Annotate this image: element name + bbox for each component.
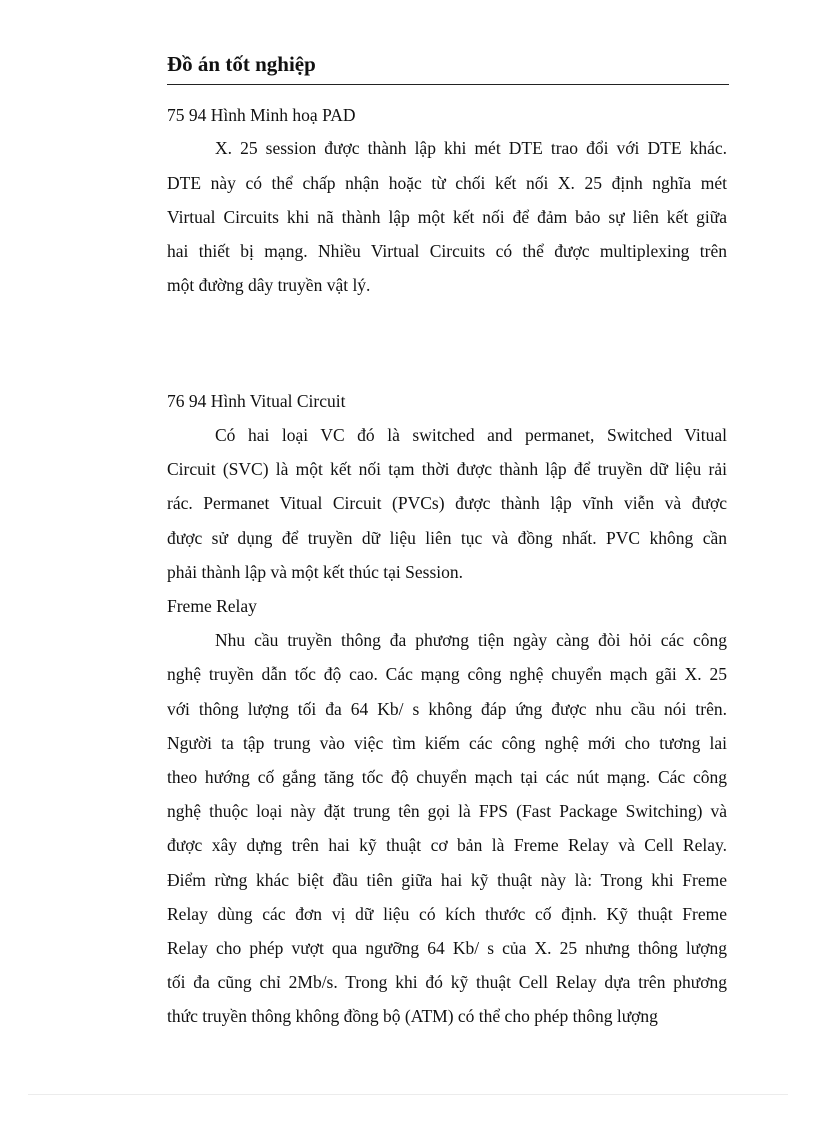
- paragraph-line: nghệ thuộc loại này đặt trung tên gọi là FPS (Fast Package Switching) và: [167, 801, 727, 821]
- paragraph-line: rác. Permanet Vitual Circuit (PVCs) được thành lập vĩnh viễn và được: [167, 493, 727, 513]
- paragraph-line: Circuit (SVC) là một kết nối tạm thời được thành lập để truyền dữ liệu rải: [167, 459, 727, 479]
- paragraph-line: nghệ truyền dẫn tốc độ cao. Các mạng công nghệ chuyển mạch gãi X. 25: [167, 664, 727, 684]
- paragraph-line: Relay cho phép vượt qua ngưỡng 64 Kb/ s của X. 25 nhưng thông lượng: [167, 938, 727, 958]
- paragraph-line: được sử dụng để truyền dữ liệu liên tục và đồng nhất. PVC không cần: [167, 528, 727, 548]
- page-header: [167, 50, 729, 85]
- figure-caption-vc: 76 94 Hình Vitual Circuit: [167, 391, 346, 411]
- paragraph-line: Nhu cầu truyền thông đa phương tiện ngày càng đòi hỏi các công: [215, 630, 727, 650]
- paragraph-line: DTE này có thể chấp nhận hoặc từ chối kết nối X. 25 định nghĩa mét: [167, 173, 727, 193]
- paragraph-line: hai thiết bị mạng. Nhiều Virtual Circuits có thể được multiplexing trên: [167, 241, 727, 261]
- paragraph-line: Có hai loại VC đó là switched and permanet, Switched Vitual: [215, 425, 727, 445]
- paragraph-line: một đường dây truyền vật lý.: [167, 275, 371, 295]
- page-bottom-divider: [28, 1094, 788, 1095]
- paragraph-line: theo hướng cố gắng tăng tốc độ chuyển mạch tại các nút mạng. Các công: [167, 767, 727, 787]
- paragraph-line: được xây dựng trên hai kỹ thuật cơ bản là Freme Relay và Cell Relay.: [167, 835, 727, 855]
- paragraph-line: với thông lượng tối đa 64 Kb/ s không đáp ứng được nhu cầu nói trên.: [167, 699, 727, 719]
- document-title: Đồ án tốt nghiệp: [167, 52, 316, 76]
- paragraph-line: X. 25 session được thành lập khi mét DTE trao đổi với DTE khác.: [215, 138, 727, 158]
- paragraph-line: Người ta tập trung vào việc tìm kiếm các công nghệ mới cho tương lai: [167, 733, 727, 753]
- paragraph-line: thức truyền thông không đồng bộ (ATM) có thể cho phép thông lượng: [167, 1006, 658, 1026]
- paragraph-line: tối đa cũng chỉ 2Mb/s. Trong khi đó kỹ thuật Cell Relay dựa trên phương: [167, 972, 727, 992]
- paragraph-line: phải thành lập và một kết thúc tại Session.: [167, 562, 463, 582]
- paragraph-line: Relay dùng các đơn vị dữ liệu có kích thước cố định. Kỹ thuật Freme: [167, 904, 727, 924]
- paragraph-line: Virtual Circuits khi nã thành lập một kết nối để đảm bảo sự liên kết giữa: [167, 207, 727, 227]
- figure-caption-pad: 75 94 Hình Minh hoạ PAD: [167, 105, 356, 125]
- section-heading-freme-relay: Freme Relay: [167, 596, 257, 616]
- paragraph-line: Điểm rừng khác biệt đầu tiên giữa hai kỹ thuật này là: Trong khi Freme: [167, 870, 727, 890]
